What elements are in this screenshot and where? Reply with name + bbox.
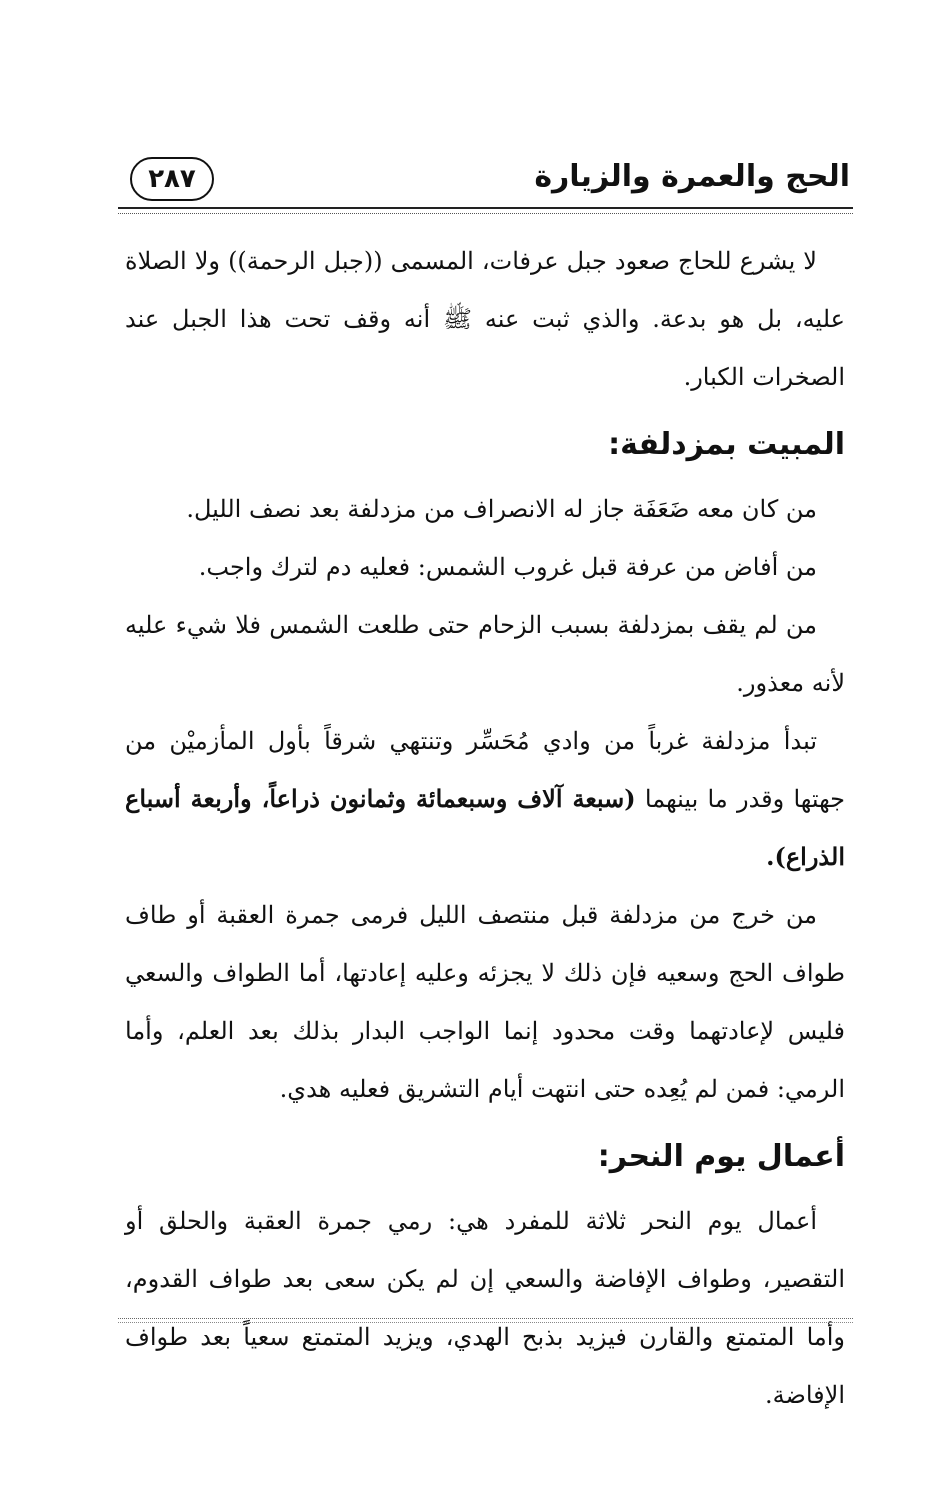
footer-divider <box>118 1318 853 1323</box>
boundaries-measure: (سبعة آلاف وسبعمائة وثمانون ذراعاً، وأربعة أسباع الذراع). <box>125 784 845 871</box>
page-number-badge: ٢٨٧ <box>130 157 214 201</box>
book-title: الحج والعمرة والزيارة <box>534 159 850 194</box>
paragraph-boundaries <box>125 712 845 886</box>
header-divider <box>118 207 853 214</box>
paragraph-arafat: لا يشرع للحاج صعود جبل عرفات، المسمى ((جبل الرحمة)) ولا الصلاة عليه، بل هو بدعة. والذي ثبت عنه ﷺ أنه وقف تحت هذا الجبل عند الصخرات الكبار. <box>125 247 845 391</box>
paragraph-weak-departure: من كان معه ضَعَفَة جاز له الانصراف من مزدلفة بعد نصف الليل. <box>186 495 817 523</box>
section-heading-muzdalifah: المبيت بمزدلفة: <box>608 427 845 462</box>
page-content <box>125 232 845 1424</box>
boundaries-text: تبدأ مزدلفة غرباً من وادي مُحَسِّر وتنتهي شرقاً بأول المأزميْن من جهتها وقدر ما بينهما <box>125 727 845 813</box>
paragraph-crowding: من لم يقف بمزدلفة بسبب الزحام حتى طلعت الشمس فلا شيء عليه لأنه معذور. <box>125 611 845 697</box>
page-header <box>120 155 850 210</box>
paragraph-early-departure: من خرج من مزدلفة قبل منتصف الليل فرمى جمرة العقبة أو طاف طواف الحج وسعيه فإن ذلك لا يجزئه وعليه إعادتها، أما الطواف والسعي فليس لإعادتهما وقت محدود إنما الواجب البدار بذلك بعد العلم، وأما الرمي: فمن لم يُعِده حتى انتهت أيام التشريق فعليه هدي. <box>125 901 846 1103</box>
section-heading-nahr-day: أعمال يوم النحر: <box>597 1139 845 1174</box>
paragraph-nahr-acts: أعمال يوم النحر ثلاثة للمفرد هي: رمي جمرة العقبة والحلق أو التقصير، وطواف الإفاضة والسعي إن لم يكن سعى بعد طواف القدوم، وأما المتمتع والقارن فيزيد بذبح الهدي، ويزيد المتمتع سعياً بعد طواف الإفاضة. <box>125 1207 846 1409</box>
paragraph-leaving-arafah: من أفاض من عرفة قبل غروب الشمس: فعليه دم لترك واجب. <box>198 553 817 581</box>
